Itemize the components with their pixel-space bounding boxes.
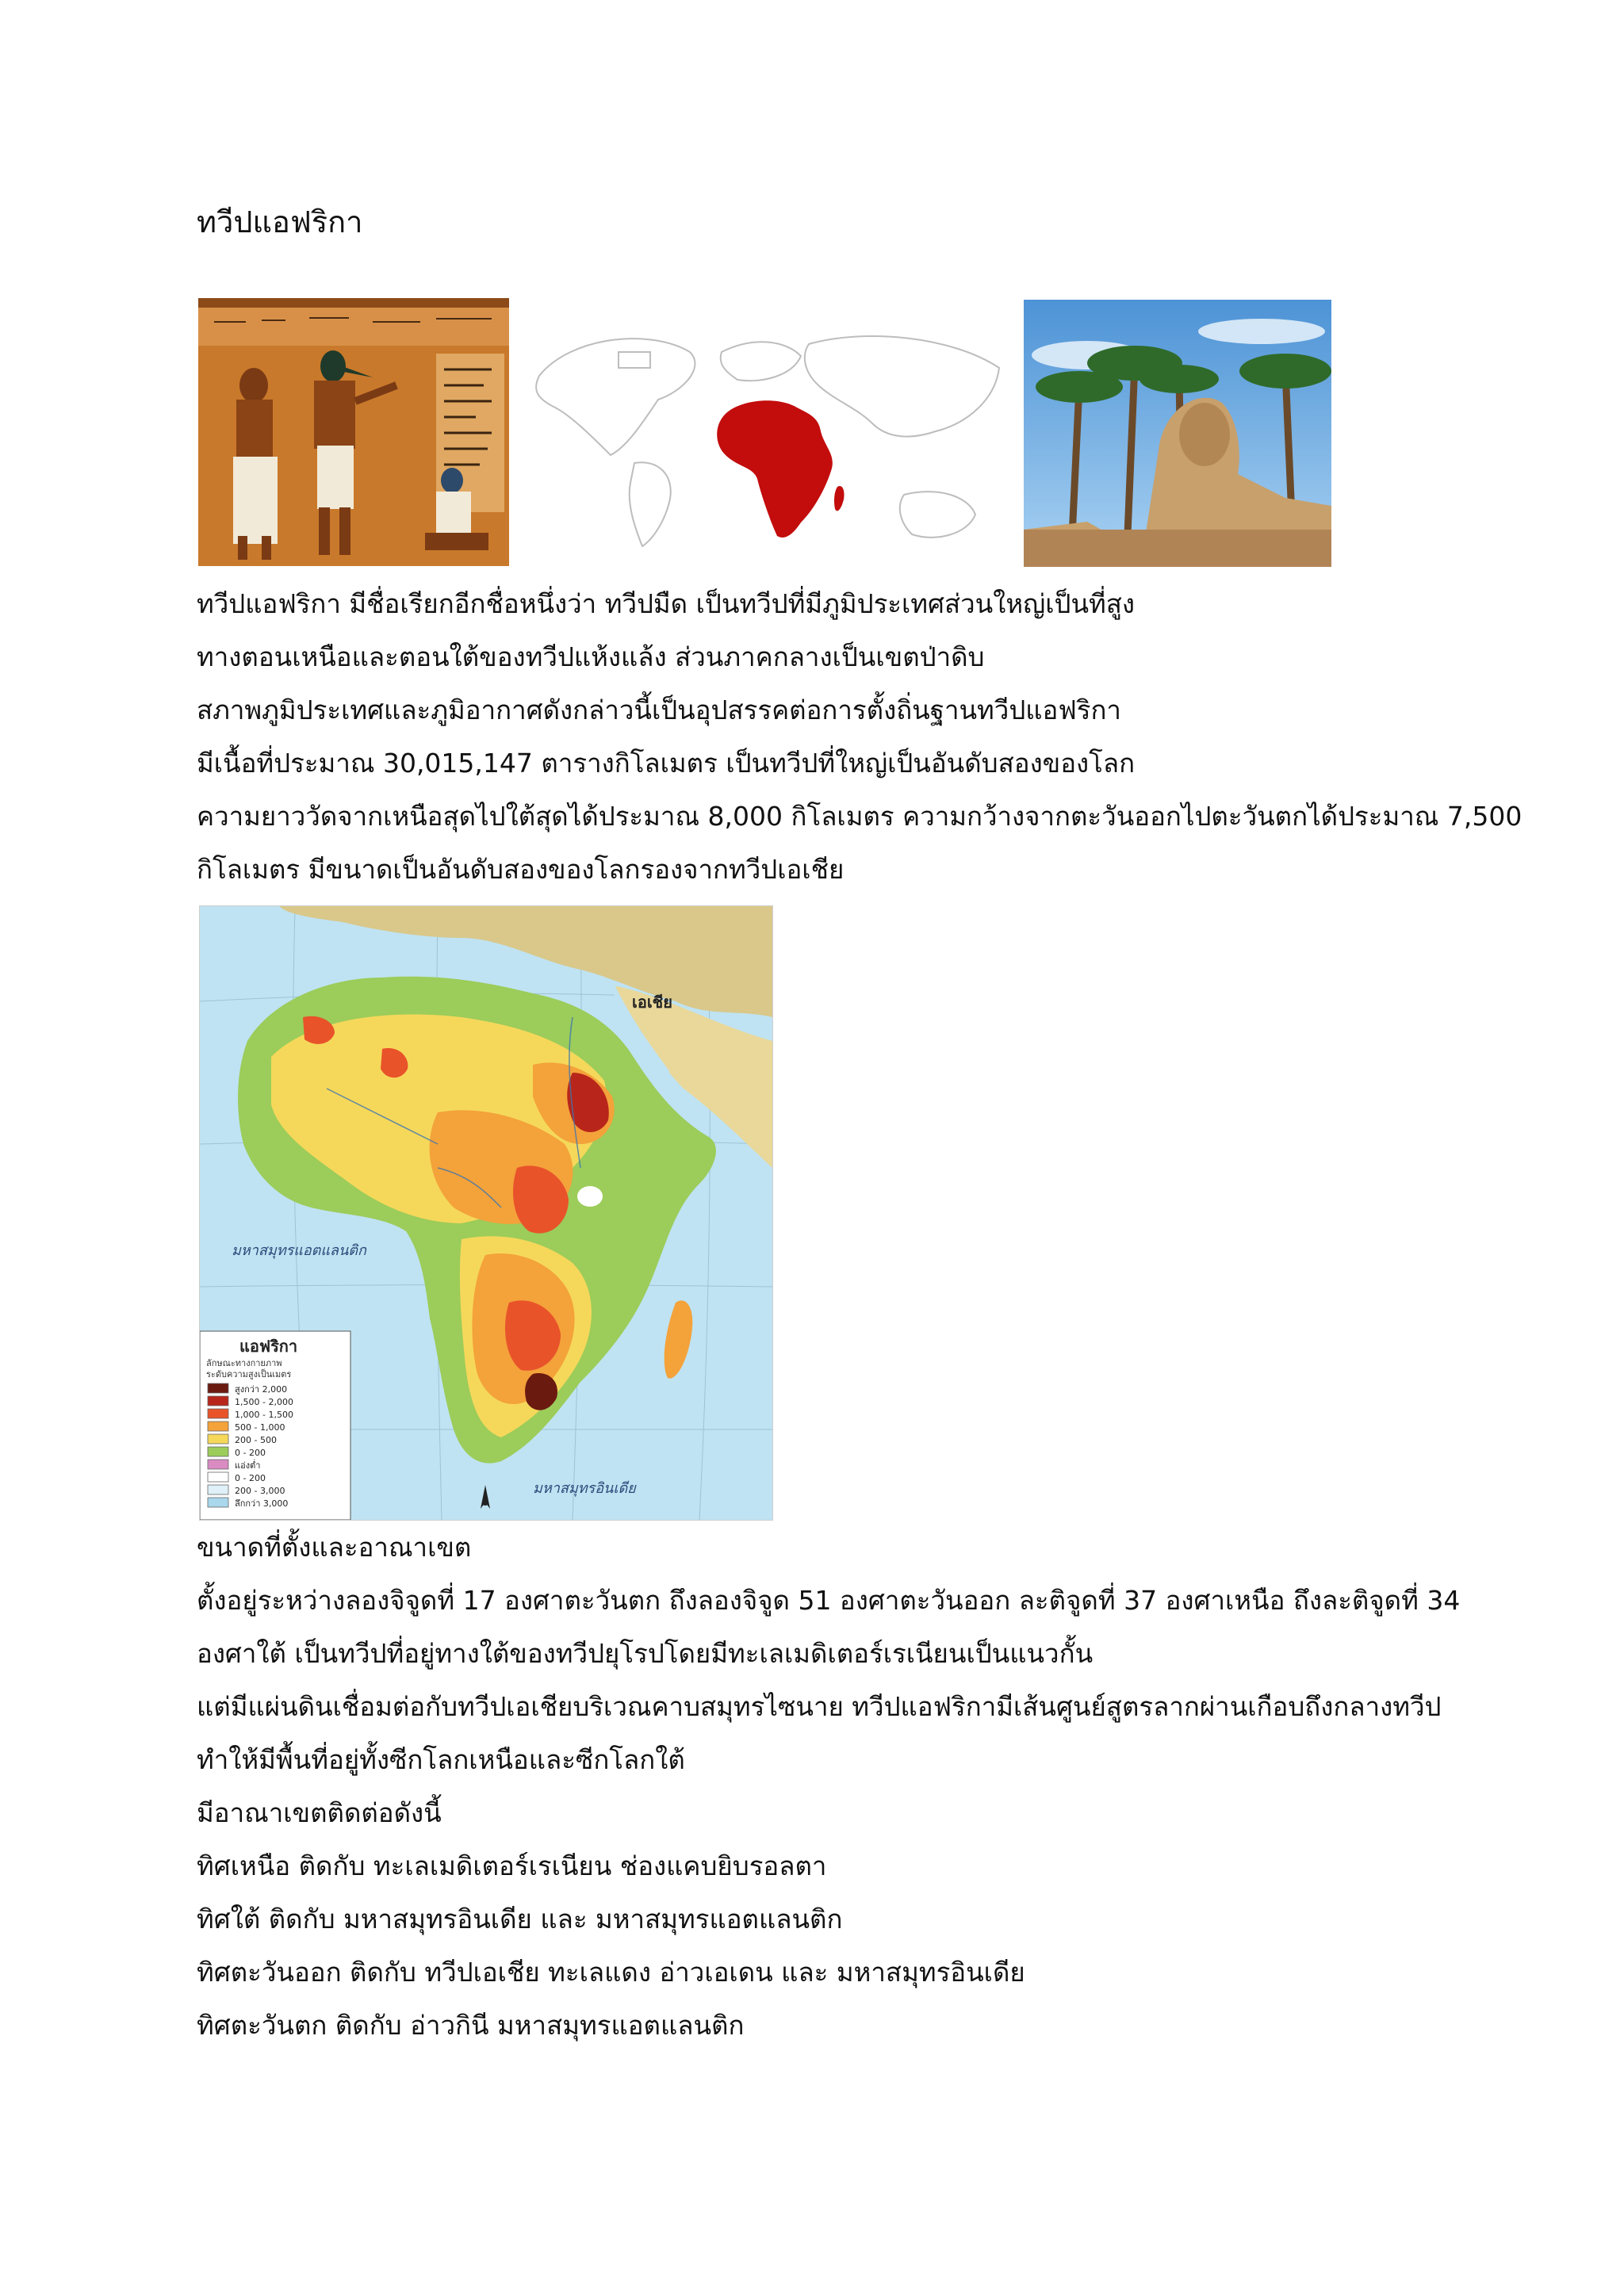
legend-swatch [208,1498,228,1507]
map-legend [200,1331,350,1520]
egyptian-painting-image [198,298,509,566]
legend-swatch [208,1422,228,1431]
section-line-7: ทิศเหนือ ติดกับ ทะเลเมดิเตอร์เรเนียน ช่องแคบยิบรอลตา [197,1850,827,1881]
legend-subtitle-2: ระดับความสูงเป็นเมตร [206,1369,292,1380]
intro-line-3: สภาพภูมิประเทศและภูมิอากาศดังกล่าวนี้เป็นอุปสรรคต่อการตั้งถิ่นฐานทวีปแอฟริกา [197,695,1121,725]
section-line-3: องศาใต้ เป็นทวีปที่อยู่ทางใต้ของทวีปยุโรปโดยมีทะเลเมดิเตอร์เรเนียนเป็นแนวกั้น [197,1638,1094,1669]
intro-line-1: ทวีปแอฟริกา มีชื่อเรียกอีกชื่อหนึ่งว่า ทวีปมืด เป็นทวีปที่มีภูมิประเทศส่วนใหญ่เป็นที่สูง [197,588,1136,619]
legend-swatch [208,1485,228,1494]
legend-label: 1,500 - 2,000 [235,1397,293,1407]
legend-label: 0 - 200 [235,1473,266,1483]
africa-physical-map-image [199,905,773,1521]
map-label-atlantic: มหาสมุทรแอตแลนติก [232,1242,366,1259]
map-label-indian: มหาสมุทรอินเดีย [533,1480,636,1497]
intro-line-6: กิโลเมตร มีขนาดเป็นอันดับสองของโลกรองจากทวีปเอเชีย [197,854,845,885]
section-line-1: ขนาดที่ตั้งและอาณาเขต [197,1532,472,1563]
legend-swatch [208,1460,228,1469]
intro-line-4: มีเนื้อที่ประมาณ 30,015,147 ตารางกิโลเมตร เป็นทวีปที่ใหญ่เป็นอันดับสองของโลก [197,748,1136,779]
legend-swatch [208,1383,228,1393]
section-line-4: แต่มีแผ่นดินเชื่อมต่อกับทวีปเอเชียบริเวณคาบสมุทรไซนาย ทวีปแอฟริกามีเส้นศูนย์สูตรลากผ่านเกือบถึงกลางทวีป [197,1691,1442,1722]
legend-label: สูงกว่า 2,000 [235,1384,288,1395]
legend-title: แอฟริกา [239,1337,298,1356]
legend-label: 1,000 - 1,500 [235,1410,293,1420]
section-line-8: ทิศใต้ ติดกับ มหาสมุทรอินเดีย และ มหาสมุทรแอตแลนติก [197,1904,843,1934]
legend-swatch [208,1447,228,1456]
legend-swatch [208,1434,228,1444]
section-line-5: ทำให้มีพื้นที่อยู่ทั้งซีกโลกเหนือและซีกโลกใต้ [197,1744,685,1775]
world-map-africa-highlight-image [523,320,1007,550]
legend-label: แอ่งต่ำ [235,1460,261,1471]
legend-swatch [208,1472,228,1482]
intro-line-5: ความยาววัดจากเหนือสุดไปใต้สุดได้ประมาณ 8,000 กิโลเมตร ความกว้างจากตะวันออกไปตะวันตกได้ประมาณ 7,500 [197,801,1522,832]
legend-subtitle-1: ลักษณะทางกายภาพ [206,1358,282,1368]
legend-label: 200 - 500 [235,1435,277,1445]
section-line-6: มีอาณาเขตติดต่อดังนี้ [197,1797,442,1828]
section-line-9: ทิศตะวันออก ติดกับ ทวีปเอเชีย ทะเลแดง อ่าวเอเดน และ มหาสมุทรอินเดีย [197,1957,1025,1988]
legend-swatch [208,1409,228,1418]
section-line-10: ทิศตะวันตก ติดกับ อ่าวกินี มหาสมุทรแอตแลนติก [197,2010,745,2041]
legend-label: ลึกกว่า 3,000 [235,1498,289,1509]
sphinx-photo-image [1024,300,1331,567]
legend-label: 200 - 3,000 [235,1486,285,1496]
intro-line-2: ทางตอนเหนือและตอนใต้ของทวีปแห้งแล้ง ส่วนภาคกลางเป็นเขตป่าดิบ [197,641,985,672]
legend-swatch [208,1396,228,1406]
legend-label: 500 - 1,000 [235,1422,285,1433]
section-line-2: ตั้งอยู่ระหว่างลองจิจูดที่ 17 องศาตะวันตก ถึงลองจิจูด 51 องศาตะวันออก ละติจูดที่ 37 องศาเหนือ ถึงละติจูดที่ 34 [197,1585,1461,1616]
page-title: ทวีปแอฟริกา [197,205,363,239]
legend-label: 0 - 200 [235,1448,266,1458]
map-label-asia: เอเชีย [632,993,672,1012]
